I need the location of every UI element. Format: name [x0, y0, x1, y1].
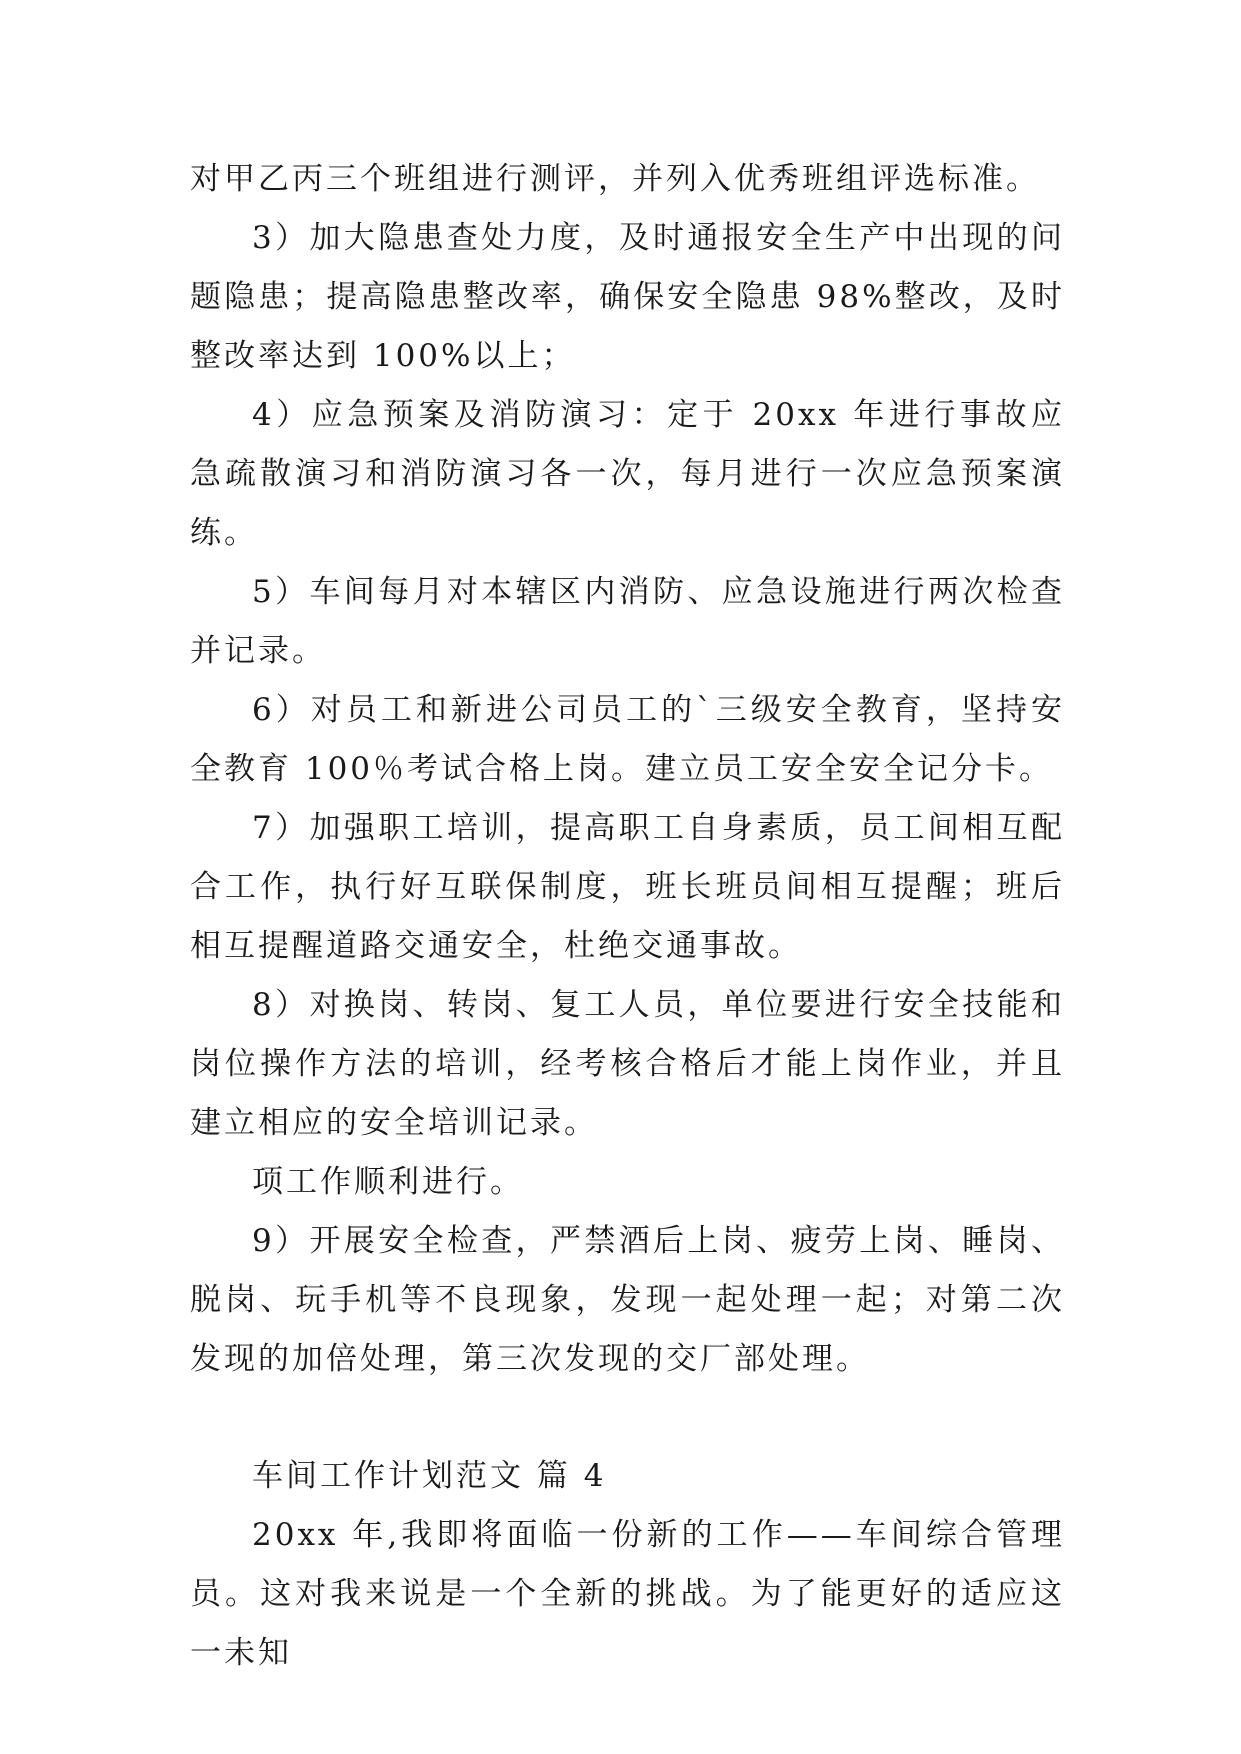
paragraph-continuation: 对甲乙丙三个班组进行测评，并列入优秀班组评选标准。 — [190, 161, 1040, 197]
section-spacer — [190, 1389, 1065, 1447]
paragraph-item-9: 9）开展安全检查，严禁酒后上岗、疲劳上岗、睡岗、脱岗、玩手机等不良现象，发现一起处理一起；对第二次发现的加倍处理，第三次发现的交厂部处理。 — [190, 1223, 1065, 1377]
paragraph-fragment: 项工作顺利进行。 — [252, 1164, 524, 1200]
section-paragraph: 20xx 年,我即将面临一份新的工作——车间综合管理员。这对我来说是一个全新的挑战。为了能更好的适应这一未知 — [190, 1517, 1065, 1671]
paragraph-item-4: 4）应急预案及消防演习：定于 20xx 年进行事故应急疏散演习和消防演习各一次，每月进行一次应急预案演练。 — [190, 397, 1065, 551]
document-body — [190, 150, 1065, 1683]
paragraph-item-7: 7）加强职工培训，提高职工自身素质，员工间相互配合工作，执行好互联保制度，班长班员间相互提醒；班后相互提醒道路交通安全，杜绝交通事故。 — [190, 810, 1065, 964]
paragraph-item-3: 3）加大隐患查处力度，及时通报安全生产中出现的问题隐患；提高隐患整改率，确保安全隐患 98%整改，及时整改率达到 100%以上； — [190, 220, 1065, 374]
paragraph-item-5: 5）车间每月对本辖区内消防、应急设施进行两次检查并记录。 — [190, 574, 1065, 669]
paragraph-item-6: 6）对员工和新进公司员工的`三级安全教育，坚持安全教育 100％考试合格上岗。建立员工安全安全记分卡。 — [190, 692, 1065, 787]
section-heading: 车间工作计划范文 篇 4 — [252, 1458, 607, 1494]
paragraph-item-8: 8）对换岗、转岗、复工人员，单位要进行安全技能和岗位操作方法的培训，经考核合格后才能上岗作业，并且建立相应的安全培训记录。 — [190, 987, 1065, 1141]
